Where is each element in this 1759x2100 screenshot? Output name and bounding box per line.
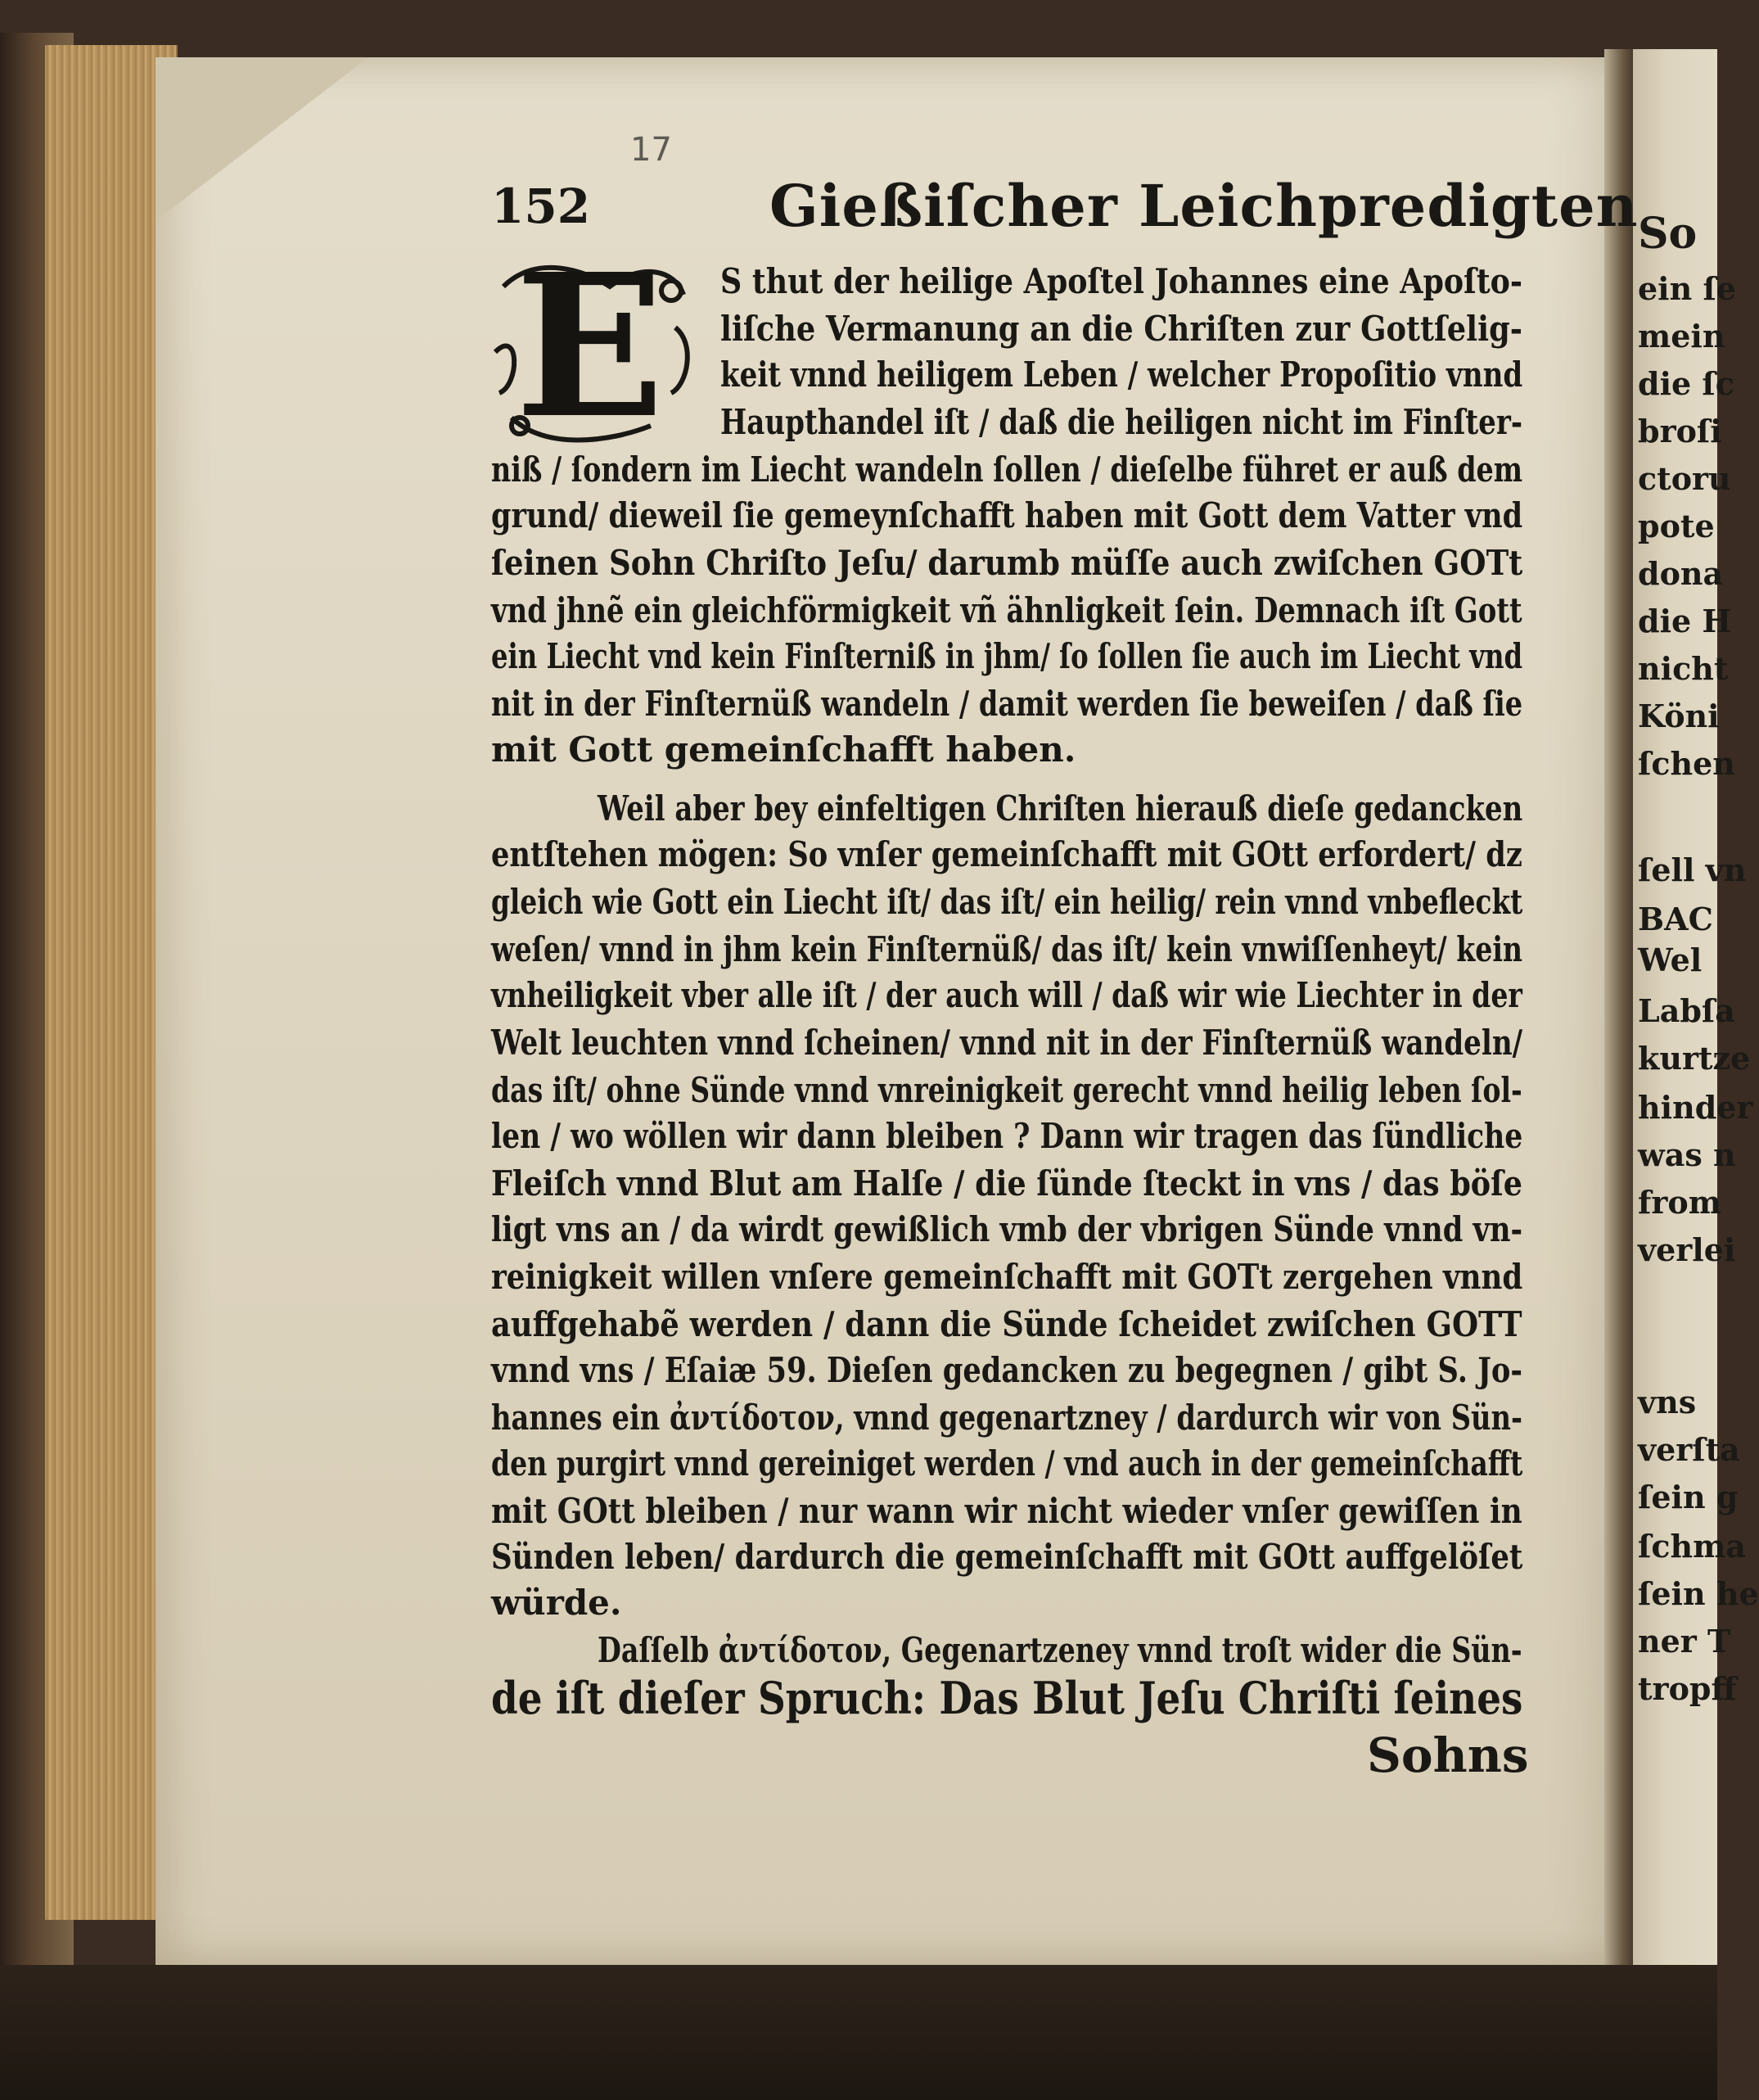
facing-page-fragment: ſein he bbox=[1638, 1575, 1759, 1612]
facing-page-fragment: vns bbox=[1638, 1384, 1697, 1420]
facing-page-fragment: hinder bbox=[1638, 1089, 1753, 1126]
facing-page-fragment: kurtze bbox=[1638, 1040, 1751, 1077]
text-line: Daſſelb ἀντίδοτον, Gegenartzeney vnnd troſt wider die Sün- bbox=[598, 1630, 1522, 1670]
text-line: grund/ dieweil ſie gemeynſchafft haben mit Gott dem Vatter vnd bbox=[491, 495, 1523, 535]
text-line: Sünden leben/ dardurch die gemeinſchafft mit GOtt auffgelöſet bbox=[491, 1537, 1523, 1577]
text-line: das iſt/ ohne Sünde vnnd vnreinigkeit gerecht vnnd heilig leben ſol- bbox=[491, 1070, 1522, 1110]
facing-page-fragment: pote bbox=[1638, 508, 1715, 544]
facing-page-fragment: ſell vn bbox=[1638, 851, 1747, 888]
text-line: mit GOtt bleiben / nur wann wir nicht wieder vnſer gewiſſen in bbox=[491, 1491, 1522, 1531]
text-line: Weil aber bey einfeltigen Chriſten hierauß dieſe gedancken bbox=[598, 788, 1523, 829]
decorated-initial: E bbox=[515, 231, 665, 462]
folded-corner bbox=[156, 57, 368, 221]
text-line: ein Liecht vnd kein Finſterniß in jhm/ ſo ſollen ſie auch im Liecht vnd bbox=[491, 636, 1523, 676]
text-line: nit in der Finſternüß wandeln / damit werden ſie beweiſen / daß ſie bbox=[491, 684, 1523, 724]
facing-page-fragment: nicht bbox=[1638, 650, 1729, 687]
text-line: hannes ein ἀντίδοτον, vnnd gegenartzney / dardurch wir von Sün- bbox=[491, 1398, 1523, 1438]
facing-page-fragment: was n bbox=[1638, 1136, 1736, 1173]
pencil-note: 17 bbox=[630, 131, 672, 169]
text-line: reinigkeit willen vnſere gemeinſchafft mit GOTt zergehen vnnd bbox=[491, 1257, 1523, 1297]
facing-page-fragment: Köni bbox=[1638, 698, 1720, 734]
facing-page-fragment: die H bbox=[1638, 603, 1732, 639]
running-title: Gießiſcher Leichpredigten bbox=[769, 172, 1639, 240]
facing-page-fragment: ſein g bbox=[1638, 1479, 1739, 1515]
text-line: vnd jhnẽ ein gleichförmigkeit vñ ähnligkeit ſein. Demnach iſt Gott bbox=[491, 590, 1522, 630]
book-gutter bbox=[1604, 49, 1637, 1981]
text-line: Welt leuchten vnnd ſcheinen/ vnnd nit in der Finſternüß wandeln/ bbox=[491, 1023, 1523, 1063]
background-surface bbox=[0, 1965, 1717, 2100]
text-line: vnnd vns / Eſaiæ 59. Dieſen gedancken zu begegnen / gibt S. Jo- bbox=[491, 1350, 1522, 1390]
facing-page-fragment: die ſc bbox=[1638, 365, 1734, 402]
facing-page-fragment: ctoru bbox=[1638, 460, 1731, 497]
text-line: keit vnnd heiligem Leben / welcher Propoſitio vnnd bbox=[720, 355, 1523, 395]
text-line: Fleiſch vnnd Blut am Halſe / die ſünde ſteckt in vns / das böſe bbox=[491, 1163, 1522, 1204]
text-line: weſen/ vnnd in jhm kein Finſternüß/ das iſt/ kein vnwiſſenheyt/ kein bbox=[491, 929, 1523, 969]
facing-page-fragment: Wel bbox=[1638, 942, 1703, 978]
facing-page-fragment: ſchma bbox=[1638, 1528, 1746, 1565]
text-line: ligt vns an / da wirdt gewißlich vmb der vbrigen Sünde vnnd vn- bbox=[491, 1209, 1523, 1249]
text-line: liſche Vermanung an die Chriſten zur Gottſelig- bbox=[720, 309, 1523, 349]
facing-page-fragment: broſi bbox=[1638, 413, 1722, 449]
text-line: de iſt dieſer Spruch: Das Blut Jeſu Chriſti ſeines bbox=[491, 1672, 1523, 1724]
text-line: niß / ſondern im Liecht wandeln ſollen / dieſelbe führet er auß dem bbox=[491, 449, 1523, 490]
facing-page-fragment: tropff bbox=[1638, 1670, 1737, 1707]
text-line: vnheiligkeit vber alle iſt / der auch will / daß wir wie Liechter in der bbox=[491, 975, 1522, 1015]
facing-page-fragment: mein bbox=[1638, 318, 1725, 355]
text-line: Haupthandel iſt / daß die heiligen nicht im Finſter- bbox=[720, 402, 1522, 442]
facing-page-fragment: verſta bbox=[1638, 1431, 1740, 1468]
text-line: ſeinen Sohn Chriſto Jeſu/ darumb müſſe auch zwiſchen GOTt bbox=[491, 543, 1523, 583]
facing-page-fragment: ſchen bbox=[1638, 745, 1735, 782]
facing-page-fragment: Labſa bbox=[1638, 992, 1735, 1029]
facing-page-fragment: BAC bbox=[1638, 901, 1713, 937]
facing-page-fragment: So bbox=[1638, 209, 1698, 259]
facing-page-fragment: ner T bbox=[1638, 1623, 1731, 1660]
facing-page-fragment: dona bbox=[1638, 555, 1724, 592]
catchword: Sohns bbox=[1367, 1727, 1529, 1783]
facing-page-fragment: ein ſe bbox=[1638, 270, 1736, 307]
facing-page-fragment: from bbox=[1638, 1184, 1721, 1221]
text-line: auffgehabẽ werden / dann die Sünde ſcheidet zwiſchen GOTT bbox=[491, 1304, 1522, 1344]
text-line: entſtehen mögen: So vnſer gemeinſchafft mit GOtt erfordert/ dz bbox=[491, 834, 1522, 874]
text-line: len / wo wöllen wir dann bleiben ? Dann wir tragen das ſündliche bbox=[491, 1116, 1523, 1156]
text-line: würde. bbox=[491, 1583, 622, 1623]
text-line: den purgirt vnnd gereiniget werden / vnd auch in der gemeinſchafft bbox=[491, 1443, 1523, 1484]
facing-page bbox=[1633, 49, 1759, 1989]
text-line: gleich wie Gott ein Liecht iſt/ das iſt/ ein heilig/ rein vnnd vnbefleckt bbox=[491, 882, 1523, 922]
text-line: mit Gott gemeinſchafft haben. bbox=[491, 729, 1076, 770]
text-line: S thut der heilige Apoſtel Johannes eine Apoſto- bbox=[720, 261, 1522, 301]
page-number: 152 bbox=[491, 178, 591, 234]
facing-page-fragment: verlei bbox=[1638, 1231, 1736, 1268]
